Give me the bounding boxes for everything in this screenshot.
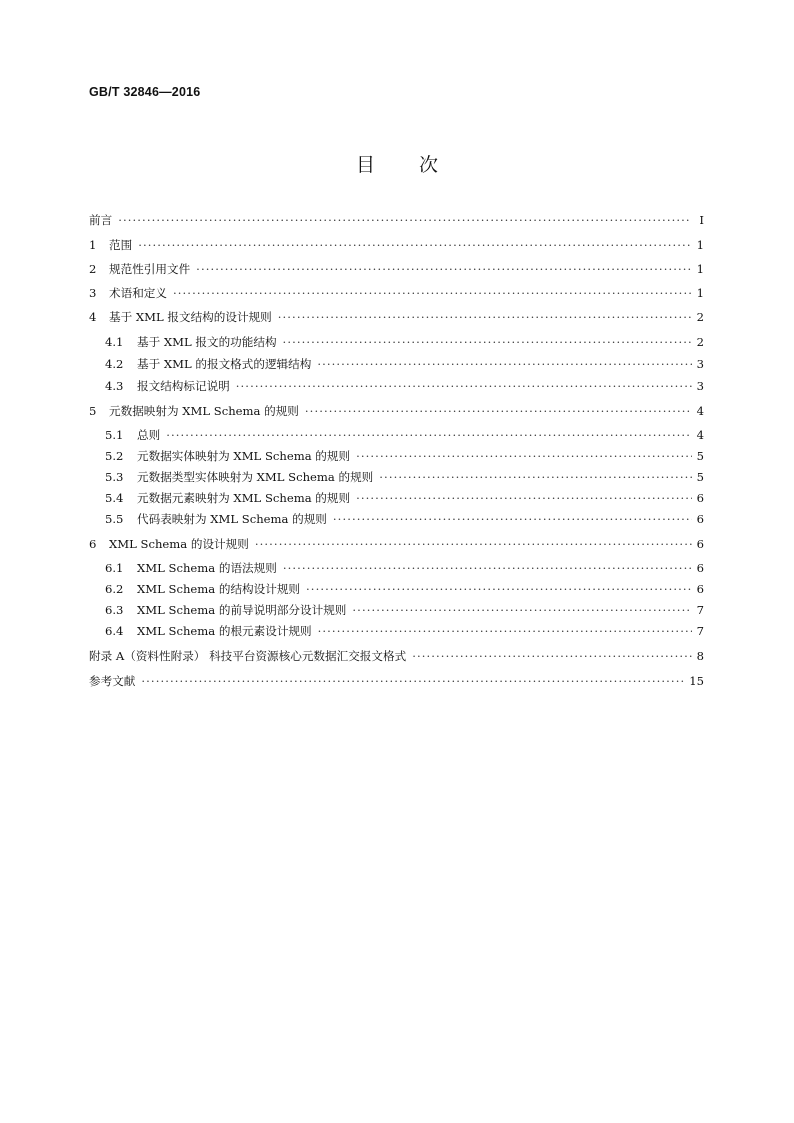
- toc-entry-page: 1: [696, 238, 704, 252]
- toc-entry-label: [89, 359, 317, 371]
- toc-entry-label: [89, 539, 255, 551]
- toc-entry-page: 5: [696, 470, 704, 484]
- toc-title-char-1: 目: [355, 154, 375, 176]
- toc-leader-dots: [283, 337, 692, 349]
- toc-entry[interactable]: [89, 605, 704, 617]
- toc-entry-number: 6.3: [105, 603, 124, 617]
- toc-entry-number: 5.2: [105, 449, 124, 463]
- toc-entry-text: 参考文献: [89, 674, 136, 688]
- toc-leader-dots: [356, 493, 692, 505]
- toc-entry-number: 5.4: [105, 491, 124, 505]
- toc-entry-number: 6.2: [105, 582, 124, 596]
- toc-entry-text: 术语和定义: [109, 286, 167, 300]
- toc-entry-label: [89, 472, 379, 484]
- toc-entry-page: 15: [689, 674, 704, 688]
- toc-entry-label: [89, 493, 356, 505]
- toc-leader-dots: [278, 312, 692, 324]
- toc-leader-dots: [196, 264, 692, 276]
- toc-entry-number: 5: [89, 404, 97, 418]
- toc-entry-label: [89, 626, 318, 638]
- toc-entry-label: [89, 215, 118, 227]
- toc-entry-page: 1: [696, 286, 704, 300]
- toc-entry-text: 代码表映射为 XML Schema 的规则: [137, 512, 327, 526]
- toc-entry-number: 4.1: [105, 335, 124, 349]
- toc-entry-number: 3: [89, 286, 97, 300]
- toc-leader-dots: [138, 240, 692, 252]
- toc-entry-page: 6: [696, 537, 704, 551]
- toc-entry[interactable]: [89, 472, 704, 484]
- toc-entry-number: 5.1: [105, 428, 124, 442]
- toc-entry-label: [89, 312, 278, 324]
- toc-entry-text: 元数据类型实体映射为 XML Schema 的规则: [137, 470, 374, 484]
- toc-entry-page: 6: [696, 561, 704, 575]
- toc-leader-dots: [318, 626, 692, 638]
- toc-entry[interactable]: [89, 451, 704, 463]
- toc-entry-label: [89, 514, 333, 526]
- toc-entry-number: 6: [89, 537, 97, 551]
- toc-leader-dots: [317, 359, 692, 371]
- toc-entry[interactable]: [89, 406, 704, 418]
- toc-entry-text: 基于 XML 报文的功能结构: [137, 335, 277, 349]
- toc-entry-page: 2: [696, 335, 704, 349]
- toc-entry-text: XML Schema 的前导说明部分设计规则: [137, 603, 347, 617]
- toc-entry-text: 报文结构标记说明: [137, 379, 230, 393]
- toc-entry-text: 元数据元素映射为 XML Schema 的规则: [137, 491, 351, 505]
- toc-leader-dots: [118, 215, 692, 227]
- toc-entry-text: 基于 XML 报文结构的设计规则: [109, 310, 272, 324]
- toc-entry-label: [89, 584, 306, 596]
- toc-leader-dots: [352, 605, 692, 617]
- toc-entry-page: 5: [696, 449, 704, 463]
- toc-entry[interactable]: [89, 359, 704, 371]
- toc-entry[interactable]: [89, 288, 704, 300]
- toc-entry-number: 6.4: [105, 624, 124, 638]
- toc-entry-page: 4: [696, 428, 704, 442]
- toc-entry-label: [89, 381, 236, 393]
- toc-leader-dots: [305, 406, 692, 418]
- toc-leader-dots: [333, 514, 692, 526]
- toc-entry-page: 6: [696, 491, 704, 505]
- toc-entry-label: [89, 451, 356, 463]
- toc-entry-page: 8: [696, 649, 704, 663]
- toc-leader-dots: [173, 288, 692, 300]
- toc-title-char-2: 次: [419, 154, 439, 176]
- toc-entry-label: [89, 651, 412, 663]
- toc-entry-text: 基于 XML 的报文格式的逻辑结构: [137, 357, 312, 371]
- toc-entry-page: 7: [696, 624, 704, 638]
- toc-entry-text: XML Schema 的根元素设计规则: [137, 624, 312, 638]
- toc-entry-number: 5.5: [105, 512, 124, 526]
- toc-entry[interactable]: [89, 264, 704, 276]
- toc-entry-text: 规范性引用文件: [109, 262, 191, 276]
- toc-title: [0, 150, 794, 177]
- toc-leader-dots: [283, 563, 692, 575]
- toc-entry-page: 3: [696, 357, 704, 371]
- toc-entry-number: 4.3: [105, 379, 124, 393]
- toc-entry-number: 4: [89, 310, 97, 324]
- toc-entry[interactable]: [89, 493, 704, 505]
- toc-entry-label: [89, 676, 141, 688]
- toc-entry-text: XML Schema 的语法规则: [137, 561, 277, 575]
- toc-entry-number: 6.1: [105, 561, 124, 575]
- toc-entry-page: 2: [696, 310, 704, 324]
- toc-entry-text: 元数据映射为 XML Schema 的规则: [109, 404, 299, 418]
- toc-entry[interactable]: [89, 312, 704, 324]
- toc-entry-number: 1: [89, 238, 97, 252]
- toc-entry-text: 前言: [89, 213, 113, 227]
- toc-leader-dots: [356, 451, 692, 463]
- toc-entry[interactable]: [89, 430, 704, 442]
- toc-entry[interactable]: [89, 676, 704, 688]
- toc-entry-page: 3: [696, 379, 704, 393]
- toc-leader-dots: [236, 381, 692, 393]
- toc-entry-page: 1: [696, 262, 704, 276]
- toc-entry-text: 元数据实体映射为 XML Schema 的规则: [137, 449, 351, 463]
- toc-entry[interactable]: [89, 563, 704, 575]
- toc-entry-label: [89, 605, 352, 617]
- toc-entry-page: 6: [696, 582, 704, 596]
- toc-entry-label: [89, 337, 283, 349]
- toc-leader-dots: [412, 651, 692, 663]
- toc-entry-label: [89, 430, 166, 442]
- toc-entry-text: 总则: [137, 428, 161, 442]
- toc-entry-label: [89, 406, 305, 418]
- toc-entry[interactable]: [89, 337, 704, 349]
- toc-entry-text: 附录 A（资料性附录） 科技平台资源核心元数据汇交报文格式: [89, 649, 407, 663]
- toc-leader-dots: [166, 430, 692, 442]
- toc-entry-page: 6: [696, 512, 704, 526]
- toc-entry-page: 4: [696, 404, 704, 418]
- toc-entry[interactable]: [89, 240, 704, 252]
- toc-entry[interactable]: [89, 584, 704, 596]
- toc-entry-text: 范围: [109, 238, 133, 252]
- toc-entry[interactable]: [89, 651, 704, 663]
- toc-leader-dots: [379, 472, 692, 484]
- toc-entry[interactable]: [89, 626, 704, 638]
- toc-leader-dots: [255, 539, 692, 551]
- toc-entry-label: [89, 288, 173, 300]
- toc-entry-page: Ⅰ: [699, 213, 704, 227]
- toc-entry-text: XML Schema 的设计规则: [109, 537, 249, 551]
- toc-entry-label: [89, 563, 283, 575]
- toc-entry[interactable]: [89, 215, 704, 227]
- toc-entry-page: 7: [696, 603, 704, 617]
- toc-leader-dots: [141, 676, 685, 688]
- toc-entry-number: 4.2: [105, 357, 124, 371]
- toc-entry[interactable]: [89, 381, 704, 393]
- toc-entry-label: [89, 264, 196, 276]
- toc-entry-number: 2: [89, 262, 97, 276]
- toc-entry-label: [89, 240, 138, 252]
- standard-code: GB/T 32846—2016: [89, 85, 201, 99]
- toc-entry[interactable]: [89, 539, 704, 551]
- toc-leader-dots: [306, 584, 692, 596]
- toc-entry-number: 5.3: [105, 470, 124, 484]
- toc-entry-text: XML Schema 的结构设计规则: [137, 582, 301, 596]
- toc-entry[interactable]: [89, 514, 704, 526]
